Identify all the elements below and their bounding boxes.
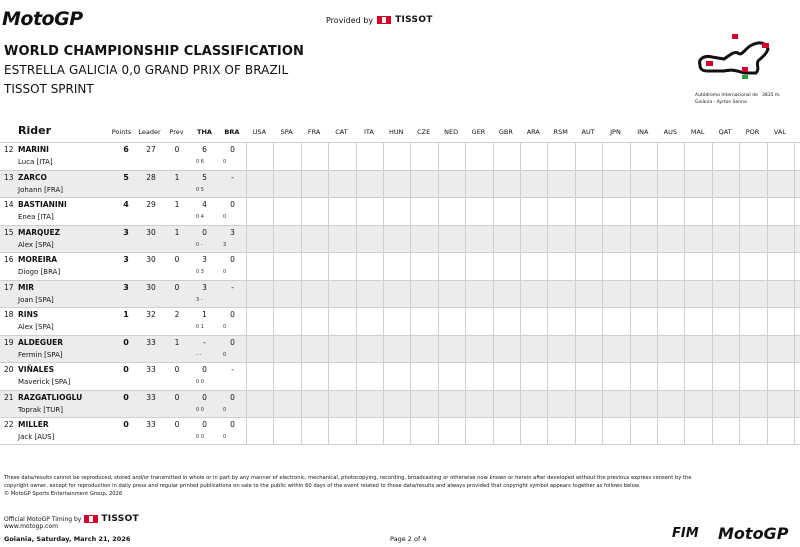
result-bra-breakdown: 0	[223, 324, 227, 330]
column-header-mal: MAL	[690, 128, 705, 136]
timing-sponsor: TISSOT	[101, 514, 139, 524]
gap-to-previous: 1	[174, 337, 180, 347]
rider-firstname: Johann [FRA]	[18, 185, 64, 194]
gap-to-leader: 33	[146, 337, 156, 347]
column-header-prev: Prev	[169, 128, 184, 136]
column-header-bra: BRA	[224, 128, 240, 136]
circuit-length: 3835 m.	[762, 93, 781, 98]
result-tha: 5	[202, 172, 207, 182]
rider-surname: BASTIANINI	[18, 200, 67, 209]
result-tha-breakdown: 0 6	[196, 159, 204, 165]
column-header-cat: CAT	[335, 128, 348, 136]
result-tha-breakdown: 0 -	[196, 241, 203, 248]
table-row	[0, 335, 800, 363]
rider-surname: MARQUEZ	[18, 227, 61, 237]
rider-firstname: Fermin [SPA]	[18, 350, 63, 359]
rider-points: 5	[123, 172, 129, 182]
gap-to-previous: 0	[174, 392, 180, 402]
rider-position: 18	[4, 310, 14, 319]
column-header-points: Points	[111, 128, 132, 136]
gap-to-leader: 33	[146, 392, 156, 402]
table-row	[0, 362, 800, 390]
column-header-fra: FRA	[307, 128, 321, 136]
rider-points: 3	[123, 227, 129, 237]
result-bra-breakdown: 0	[223, 406, 227, 413]
rider-firstname: Alex [SPA]	[18, 323, 54, 331]
row-grid	[246, 308, 800, 335]
result-tha-breakdown: 0 5	[196, 186, 204, 193]
rider-position: 22	[4, 420, 14, 429]
table-row	[0, 170, 800, 198]
gap-to-leader: 28	[146, 172, 156, 182]
rider-surname: RAZGATLIOGLU	[18, 392, 83, 402]
result-bra-breakdown: 0	[223, 351, 227, 358]
table-row	[0, 390, 800, 418]
rider-points: 1	[123, 310, 129, 319]
result-tha: 3	[202, 282, 207, 292]
result-tha: -	[203, 337, 206, 347]
rider-position: 21	[4, 392, 14, 402]
rider-firstname: Jack [AUS]	[18, 433, 55, 441]
rider-surname: ZARCO	[18, 172, 47, 182]
column-header-rider: Rider	[18, 124, 51, 137]
gap-to-previous: 0	[174, 255, 180, 264]
column-header-ita: ITA	[363, 128, 374, 136]
rider-position: 17	[4, 282, 14, 292]
page-title: WORLD CHAMPIONSHIP CLASSIFICATION	[4, 44, 304, 59]
circuit-name: Autódromo Internacional de	[695, 93, 758, 98]
rider-firstname: Joan [SPA]	[18, 295, 54, 304]
column-header-ara: ARA	[526, 128, 540, 136]
column-header-spa: SPA	[280, 128, 293, 136]
result-bra: 0	[230, 200, 235, 209]
circuit-map-icon	[694, 29, 794, 91]
row-grid	[246, 253, 800, 280]
rider-points: 3	[123, 255, 129, 264]
rider-surname: VIÑALES	[18, 365, 54, 374]
column-header-hun: HUN	[389, 128, 404, 136]
column-header-por: POR	[745, 128, 760, 136]
motogp-logo: MotoGP	[2, 8, 83, 30]
rider-surname: MOREIRA	[18, 255, 58, 264]
rider-surname: MIR	[18, 282, 35, 292]
result-bra: 0	[230, 337, 235, 347]
rider-surname: RINS	[18, 310, 39, 319]
gap-to-leader: 33	[146, 365, 156, 374]
rider-points: 0	[123, 420, 129, 429]
table-row	[0, 142, 800, 170]
gap-to-leader: 30	[146, 282, 156, 292]
row-grid	[246, 143, 800, 170]
gap-to-leader: 29	[146, 200, 156, 209]
row-grid	[246, 391, 800, 418]
rider-firstname: Alex [SPA]	[18, 240, 54, 249]
rider-points: 0	[123, 337, 129, 347]
result-tha-breakdown: - -	[196, 351, 202, 358]
rider-surname: MARINI	[18, 145, 49, 154]
rider-firstname: Maverick [SPA]	[18, 378, 71, 386]
gap-to-previous: 1	[174, 172, 180, 182]
column-header-cze: CZE	[417, 128, 431, 136]
website-link[interactable]: www.motogp.com	[4, 523, 58, 530]
result-bra-breakdown: 3	[223, 241, 227, 248]
gap-to-previous: 0	[174, 365, 180, 374]
result-bra: 0	[230, 255, 235, 264]
rider-firstname: Luca [ITA]	[18, 158, 53, 166]
gap-to-leader: 32	[146, 310, 156, 319]
event-name: ESTRELLA GALICIA 0,0 GRAND PRIX OF BRAZIL	[4, 63, 289, 77]
result-tha: 0	[202, 227, 207, 237]
row-grid	[246, 171, 800, 198]
result-tha: 3	[202, 255, 207, 264]
result-tha-breakdown: 0 3	[196, 269, 204, 275]
table-row	[0, 252, 800, 280]
column-header-aus: AUS	[663, 128, 677, 136]
column-header-ned: NED	[444, 128, 459, 136]
rider-position: 15	[4, 227, 14, 237]
rider-points: 0	[123, 365, 129, 374]
table-row	[0, 225, 800, 253]
rider-position: 19	[4, 337, 14, 347]
column-header-usa: USA	[252, 128, 267, 136]
table-row	[0, 197, 800, 225]
column-header-qat: QAT	[718, 128, 732, 136]
rider-position: 13	[4, 172, 14, 182]
row-grid	[246, 336, 800, 363]
copyright-line-3: © MotoGP Sports Entertainment Group, 2026	[4, 491, 123, 497]
row-grid	[246, 226, 800, 253]
provided-by-label: Provided by	[326, 15, 374, 25]
result-bra: 0	[230, 420, 235, 429]
column-header-rsm: RSM	[553, 128, 568, 136]
result-tha: 0	[202, 392, 207, 402]
rider-points: 0	[123, 392, 129, 402]
rider-points: 4	[123, 200, 129, 209]
result-bra: -	[231, 365, 234, 374]
rider-position: 14	[4, 200, 14, 209]
rider-firstname: Toprak [TUR]	[18, 405, 63, 414]
tissot-logo-icon	[84, 515, 98, 523]
table-row	[0, 307, 800, 335]
result-bra: 0	[230, 392, 235, 402]
rider-position: 16	[4, 255, 14, 264]
result-bra: -	[231, 172, 234, 182]
official-timing-label: Official MotoGP Timing by	[4, 515, 82, 523]
provided-by	[326, 15, 433, 25]
gap-to-previous: 1	[174, 200, 180, 209]
page-number: Page 2 of 4	[390, 535, 427, 543]
result-tha: 6	[202, 145, 207, 154]
table-row	[0, 417, 800, 445]
gap-to-previous: 0	[174, 145, 180, 154]
result-bra: 3	[230, 227, 235, 237]
tissot-label: TISSOT	[395, 15, 433, 25]
result-tha-breakdown: 0 0	[196, 406, 204, 413]
result-tha: 1	[202, 310, 207, 319]
gap-to-previous: 2	[174, 310, 180, 319]
column-header-leader: Leader	[138, 128, 161, 136]
column-header-val: VAL	[773, 128, 786, 136]
column-header-ger: GER	[471, 128, 486, 136]
gap-to-leader: 30	[146, 255, 156, 264]
result-tha: 0	[202, 420, 207, 429]
result-bra-breakdown: 0	[223, 159, 227, 165]
row-grid	[246, 198, 800, 225]
result-tha-breakdown: 3 -	[196, 296, 203, 303]
gap-to-leader: 27	[146, 145, 156, 154]
gap-to-leader: 30	[146, 227, 156, 237]
row-grid	[246, 418, 800, 444]
copyright-line-2: copyright owner, except for reproduction in daily press and regular printed publications on sale to the public within 60 days of the event related to those data/results and always provided that copyright symbol appears together as follows below.	[4, 483, 641, 489]
circuit-city: Goiânia - Ayrton Senna	[695, 100, 747, 105]
column-header-tha: THA	[197, 128, 212, 136]
result-bra-breakdown: 0	[223, 214, 227, 220]
rider-firstname: Diogo [BRA]	[18, 268, 61, 276]
session-name: TISSOT SPRINT	[4, 82, 94, 96]
result-tha-breakdown: 0 0	[196, 434, 204, 440]
column-header-jpn: JPN	[610, 128, 621, 136]
gap-to-previous: 0	[174, 420, 180, 429]
result-bra-breakdown: 0	[223, 434, 227, 440]
rider-firstname: Enea [ITA]	[18, 213, 54, 221]
table-row	[0, 280, 800, 308]
rider-position: 20	[4, 365, 14, 374]
result-tha: 4	[202, 200, 207, 209]
rider-points: 6	[123, 145, 129, 154]
rider-surname: ALDEGUER	[18, 337, 64, 347]
classification-table	[0, 142, 800, 445]
result-tha-breakdown: 0 4	[196, 214, 204, 220]
event-date: Goiania, Saturday, March 21, 2026	[4, 535, 131, 543]
column-header-ina: INA	[637, 128, 649, 136]
tissot-logo-icon	[377, 16, 391, 24]
row-grid	[246, 363, 800, 390]
column-header-gbr: GBR	[498, 128, 513, 136]
fim-logo: FIM	[672, 526, 699, 541]
result-bra: -	[231, 282, 234, 292]
result-bra: 0	[230, 310, 235, 319]
result-tha-breakdown: 0 0	[196, 379, 204, 385]
result-tha-breakdown: 0 1	[196, 324, 204, 330]
gap-to-previous: 1	[174, 227, 180, 237]
result-bra-breakdown: 0	[223, 269, 227, 275]
gap-to-leader: 33	[146, 420, 156, 429]
rider-position: 12	[4, 145, 14, 154]
copyright-note	[4, 474, 784, 498]
copyright-line-1: These data/results cannot be reproduced, stored and/or transmitted in whole or in part by any manner of electronic, mechanical, photocopying, recording, broadcasting or otherwise now known or herein after developed without the previous express consent by the	[4, 475, 692, 481]
motogp-footer-logo: MotoGP	[718, 524, 789, 543]
row-grid	[246, 281, 800, 308]
result-tha: 0	[202, 365, 207, 374]
gap-to-previous: 0	[174, 282, 180, 292]
column-header-aut: AUT	[581, 128, 595, 136]
rider-points: 3	[123, 282, 129, 292]
rider-surname: MILLER	[18, 420, 49, 429]
result-bra: 0	[230, 145, 235, 154]
